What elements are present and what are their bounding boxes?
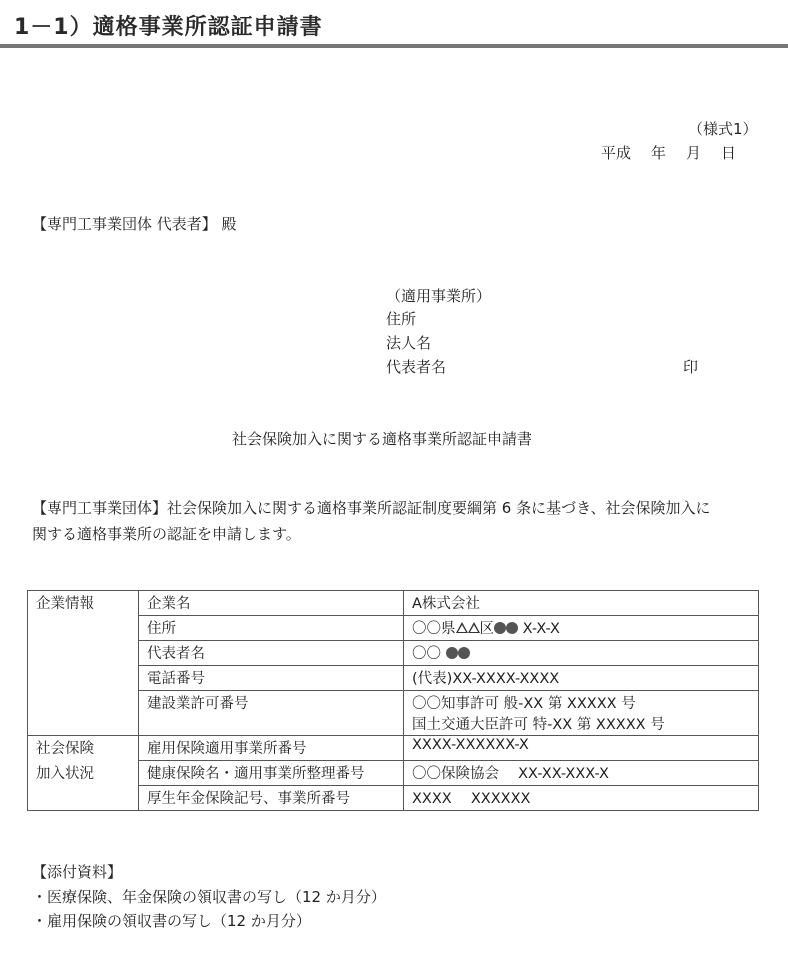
row-label-pension: 厚生年金保険記号、事業所番号 [139,786,404,811]
document-title: 社会保険加入に関する適格事業所認証申請書 [232,430,533,448]
date-year: 年 [651,144,667,162]
applicant-corp-label: 法人名 [386,334,432,352]
date-day: 日 [721,144,737,162]
date-month: 月 [686,144,702,162]
date-line [601,142,736,163]
triangle-mark [468,622,480,633]
row-label-address: 住所 [139,616,404,641]
row-label-employment-insurance: 雇用保険適用事業所番号 [139,736,404,761]
applicant-heading: （適用事業所） [386,287,492,305]
table-row [28,736,759,761]
row-label-company-name: 企業名 [139,591,404,616]
attachments-heading: 【添付資料】 [32,863,123,881]
applicant-rep-label: 代表者名 [386,358,447,376]
category-company: 企業情報 [28,591,139,736]
row-value-phone: (代表)XX-XXXX-XXXX [404,666,759,691]
row-label-phone: 電話番号 [139,666,404,691]
filled-circle-mark [494,622,506,634]
row-label-representative: 代表者名 [139,641,404,666]
row-label-license: 建設業許可番号 [139,691,404,736]
date-era: 平成 [601,144,632,162]
row-value-representative: 〇〇 [404,641,759,666]
addressee: 【専門工事業団体 代表者】 殿 [32,215,237,233]
filled-circle-mark [458,647,470,659]
row-value-address: 〇〇県 区 X-X-X [404,616,759,641]
company-info-table [27,590,759,811]
attachment-item: ・雇用保険の領収書の写し（12 か月分） [32,912,311,930]
triangle-mark [456,622,468,633]
body-text-line-2: 関する適格事業所の認証を申請します。 [32,525,301,543]
seal-mark: 印 [683,358,699,376]
table-row [28,591,759,616]
filled-circle-mark [506,622,518,634]
applicant-address-label: 住所 [386,310,417,328]
style-number: （様式1） [688,120,758,138]
attachment-item: ・医療保険、年金保険の領収書の写し（12 か月分） [32,888,386,906]
body-text-line-1: 【専門工事業団体】社会保険加入に関する適格事業所認証制度要綱第 6 条に基づき、社会保険加入に [32,499,711,517]
row-value-employment-insurance: XXXX-XXXXXX-X [404,736,759,761]
header-divider [0,44,788,48]
row-label-health-insurance: 健康保険名・適用事業所整理番号 [139,761,404,786]
row-value-license: 〇〇知事許可 般-XX 第 XXXXX 号 国土交通大臣許可 特-XX 第 XXXXX 号 [404,691,759,736]
row-value-company-name: A株式会社 [404,591,759,616]
row-value-health-insurance: 〇〇保険協会 XX-XX-XXX-X [404,761,759,786]
filled-circle-mark [446,647,458,659]
row-value-pension: XXXX XXXXXX [404,786,759,811]
page-title: 1－1）適格事業所認証申請書 [14,15,323,40]
category-insurance: 社会保険 加入状況 [28,736,139,811]
